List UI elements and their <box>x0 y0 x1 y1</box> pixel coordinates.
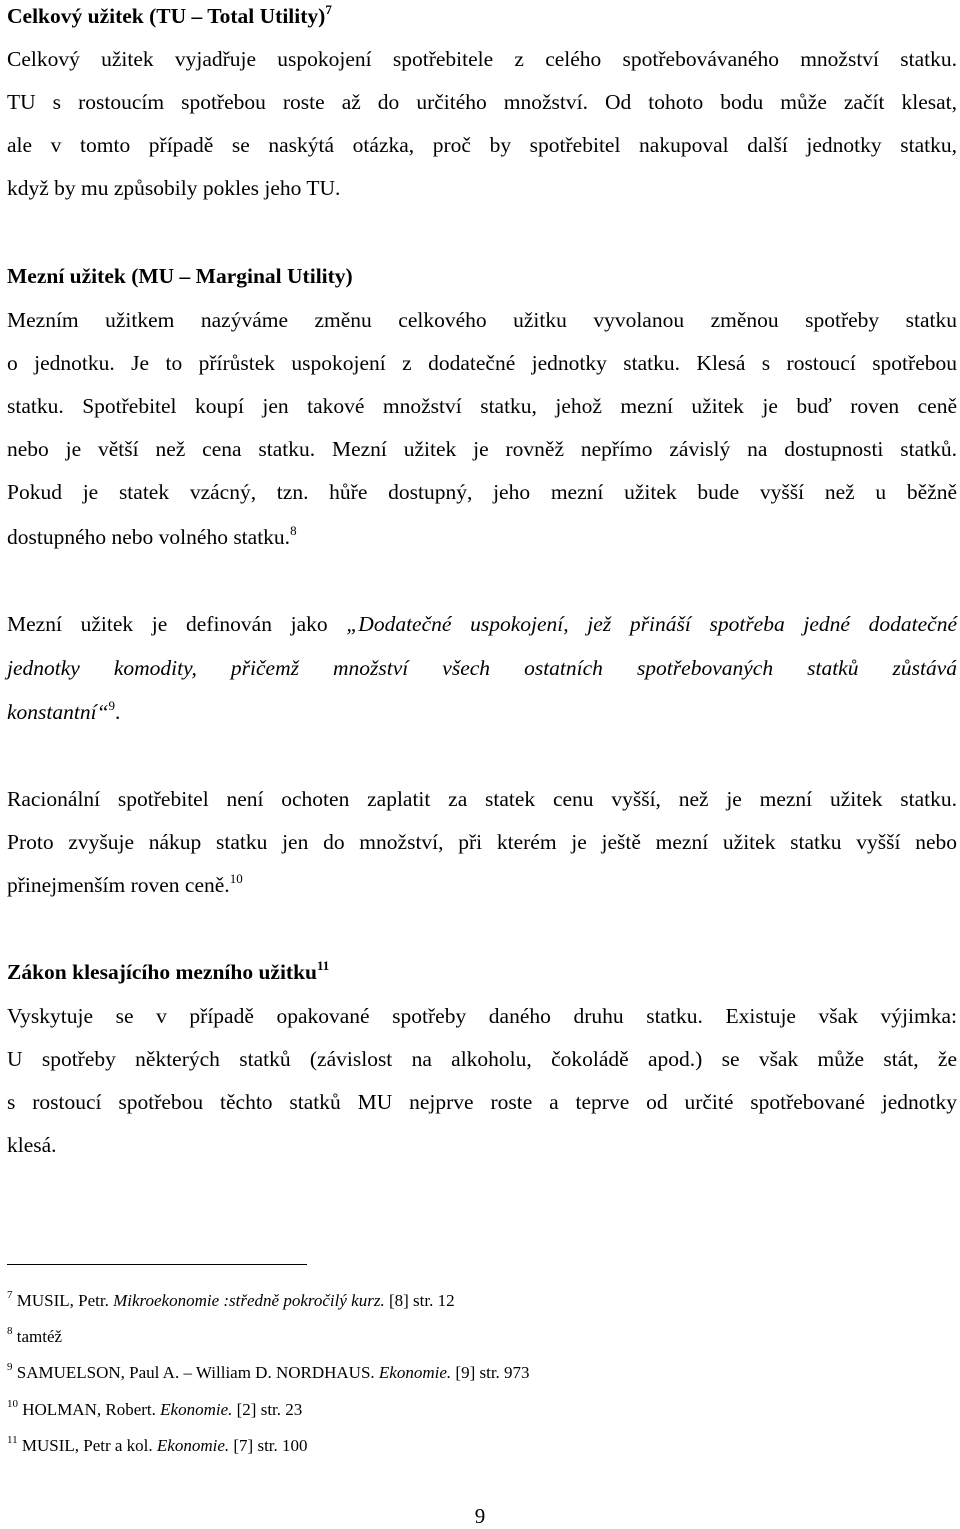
paragraph-line: s rostoucí spotřebou těchto statků MU nejprve roste a teprve od určité spotřebované jednotky <box>7 1090 957 1114</box>
footnote-ref: 11 <box>317 958 330 973</box>
paragraph-line: když by mu způsobily pokles jeho TU. <box>7 176 341 200</box>
paragraph-line: o jednotku. Je to přírůstek uspokojení z dodatečné jednotky statku. Klesá s rostoucí spotřebou <box>7 351 957 375</box>
heading-total-utility: Celkový užitek (TU – Total Utility)$^7$ <box>7 2 332 28</box>
paragraph-line: konstantní“$^9$. <box>7 698 121 724</box>
paragraph-line: klesá. <box>7 1133 57 1157</box>
paragraph-line: Proto zvyšuje nákup statku jen do množství, při kterém je ještě mezní užitek statku vyšší nebo <box>7 830 957 854</box>
footnote-ref: 8 <box>290 523 297 538</box>
heading-marginal-utility: Mezní užitek (MU – Marginal Utility) <box>7 264 353 288</box>
paragraph-line: Mezní užitek je definován jako „Dodatečné uspokojení, jež přináší spotřeba jedné dodatečné <box>7 612 957 636</box>
paragraph-line: Vyskytuje se v případě opakované spotřeby daného druhu statku. Existuje však výjimka: <box>7 1004 957 1028</box>
paragraph-line: Celkový užitek vyjadřuje uspokojení spotřebitele z celého spotřebovávaného množství statku. <box>7 47 957 71</box>
footnote-item: $^7$ MUSIL, Petr. Mikroekonomie :středně pokročilý kurz. [8] str. 12 <box>7 1289 455 1310</box>
footnote-item: $^9$ SAMUELSON, Paul A. – William D. NORDHAUS. Ekonomie. [9] str. 973 <box>7 1361 530 1382</box>
paragraph-line: přinejmenším roven ceně.$^{10}$ <box>7 871 243 897</box>
paragraph-line: dostupného nebo volného statku.$^8$ <box>7 523 297 549</box>
paragraph-line: Racionální spotřebitel není ochoten zaplatit za statek cenu vyšší, než je mezní užitek statku. <box>7 787 957 811</box>
paragraph-line: ale v tomto případě se naskýtá otázka, proč by spotřebitel nakupoval další jednotky statku, <box>7 133 957 157</box>
footnote-separator <box>7 1264 307 1265</box>
paragraph-line: Mezním užitkem nazýváme změnu celkového užitku vyvolanou změnou spotřeby statku <box>7 308 957 332</box>
footnote-item: $^8$ tamtéž <box>7 1325 63 1346</box>
page-number: 9 <box>474 1504 486 1528</box>
paragraph-line: TU s rostoucím spotřebou roste až do určitého množství. Od tohoto bodu může začít klesat, <box>7 90 957 114</box>
footnote-item: $^{10}$ HOLMAN, Robert. Ekonomie. [2] str. 23 <box>7 1398 303 1419</box>
paragraph-line: jednotky komodity, přičemž množství všech ostatních spotřebovaných statků zůstává <box>7 656 957 680</box>
paragraph-line: nebo je větší než cena statku. Mezní užitek je rovněž nepřímo závislý na dostupnosti statků. <box>7 437 957 461</box>
footnote-ref: 9 <box>108 698 116 713</box>
paragraph-line: statku. Spotřebitel koupí jen takové množství statku, jehož mezní užitek je buď roven ceně <box>7 394 957 418</box>
footnote-item: $^{11}$ MUSIL, Petr a kol. Ekonomie. [7] str. 100 <box>7 1434 308 1455</box>
paragraph-line: U spotřeby některých statků (závislost na alkoholu, čokoládě apod.) se však může stát, že <box>7 1047 957 1071</box>
footnote-ref: 10 <box>229 871 243 886</box>
heading-diminishing-utility: Zákon klesajícího mezního užitku$^{11}$ <box>7 958 330 984</box>
paragraph-line: Pokud je statek vzácný, tzn. hůře dostupný, jeho mezní užitek bude vyšší než u běžně <box>7 480 957 504</box>
footnote-ref: 7 <box>325 2 332 17</box>
